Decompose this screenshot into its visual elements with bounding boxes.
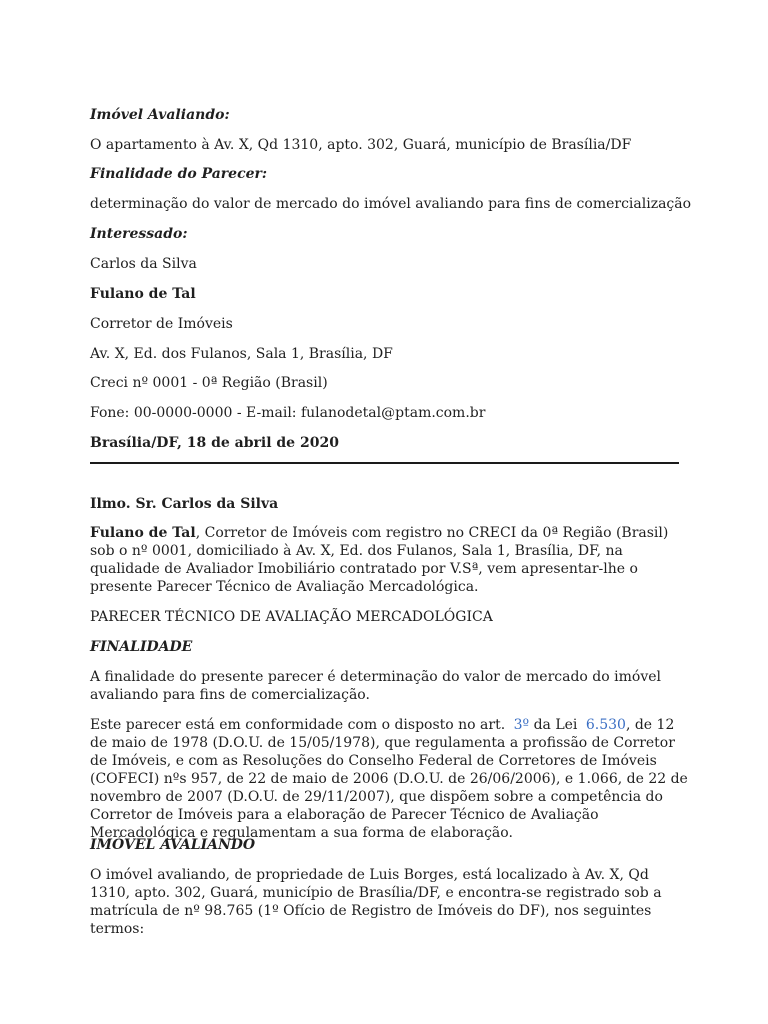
- finalidade-value: determinação do valor de mercado do imóvel avaliando para fins de comercialização: [90, 196, 692, 212]
- intro-paragraph: [90, 524, 690, 596]
- conf-text-3: , de 12 de maio de 1978 (D.O.U. de 15/05/1978), que regulamenta a profissão de Corretor de Imóveis, e com as Resoluções do Conselho Federal de Corretores de Imóveis (COFECI) nºs 957, de 22 de maio de 2006 (D.O.U. de 26/06/2006), e 1.066, de 22 de novembro de 2007 (D.O.U. de 29/11/2007), que dispõem sobre a competência do Corretor de Imóveis para a elaboração de Parecer Técnico de Avaliação Mercadológica e regulamentam a sua forma de elaboração.: [90, 717, 688, 841]
- author-name: Fulano de Tal: [90, 286, 196, 302]
- imovel-value: O apartamento à Av. X, Qd 1310, apto. 302, Guará, município de Brasília/DF: [90, 137, 632, 153]
- intro-text: , Corretor de Imóveis com registro no CRECI da 0ª Região (Brasil) sob o nº 0001, domiciliado à Av. X, Ed. dos Fulanos, Sala 1, Brasília, DF, na qualidade de Avaliador Imobiliário contratado por V.Sª, vem apresentar-lhe o presente Parecer Técnico de Avaliação Mercadológica.: [90, 525, 669, 595]
- date-place: Brasília/DF, 18 de abril de 2020: [90, 435, 339, 451]
- horizontal-divider: [90, 462, 679, 464]
- author-address: Av. X, Ed. dos Fulanos, Sala 1, Brasília, DF: [90, 346, 393, 362]
- interessado-value: Carlos da Silva: [90, 256, 197, 272]
- salutation: Ilmo. Sr. Carlos da Silva: [90, 496, 279, 512]
- conformidade-paragraph: [90, 716, 690, 842]
- section-imovel: IMÓVEL AVALIANDO: [90, 837, 256, 853]
- intro-name: Fulano de Tal: [90, 525, 196, 541]
- author-role: Corretor de Imóveis: [90, 316, 233, 332]
- section-finalidade: FINALIDADE: [90, 639, 193, 655]
- author-contact: Fone: 00-0000-0000 - E-mail: fulanodetal@ptam.com.br: [90, 405, 486, 421]
- author-creci: Creci nº 0001 - 0ª Região (Brasil): [90, 375, 328, 391]
- conf-text-1: Este parecer está em conformidade com o disposto no art.: [90, 717, 510, 733]
- conf-text-2: da Lei: [529, 717, 582, 733]
- lei-link[interactable]: 6.530: [585, 717, 626, 733]
- imovel-paragraph: O imóvel avaliando, de propriedade de Luis Borges, está localizado à Av. X, Qd 1310, apto. 302, Guará, município de Brasília/DF, e encontra-se registrado sob a matrícula de nº 98.765 (1º Ofício de Registro de Imóveis do DF), nos seguintes termos:: [90, 867, 662, 937]
- art-link[interactable]: 3º: [513, 717, 530, 733]
- imovel-label: Imóvel Avaliando:: [90, 107, 230, 123]
- finalidade-label: Finalidade do Parecer:: [90, 166, 268, 182]
- main-title: PARECER TÉCNICO DE AVALIAÇÃO MERCADOLÓGICA: [90, 609, 493, 625]
- finalidade-paragraph: A finalidade do presente parecer é determinação do valor de mercado do imóvel avaliando para fins de comercialização.: [90, 669, 661, 703]
- interessado-label: Interessado:: [90, 226, 188, 242]
